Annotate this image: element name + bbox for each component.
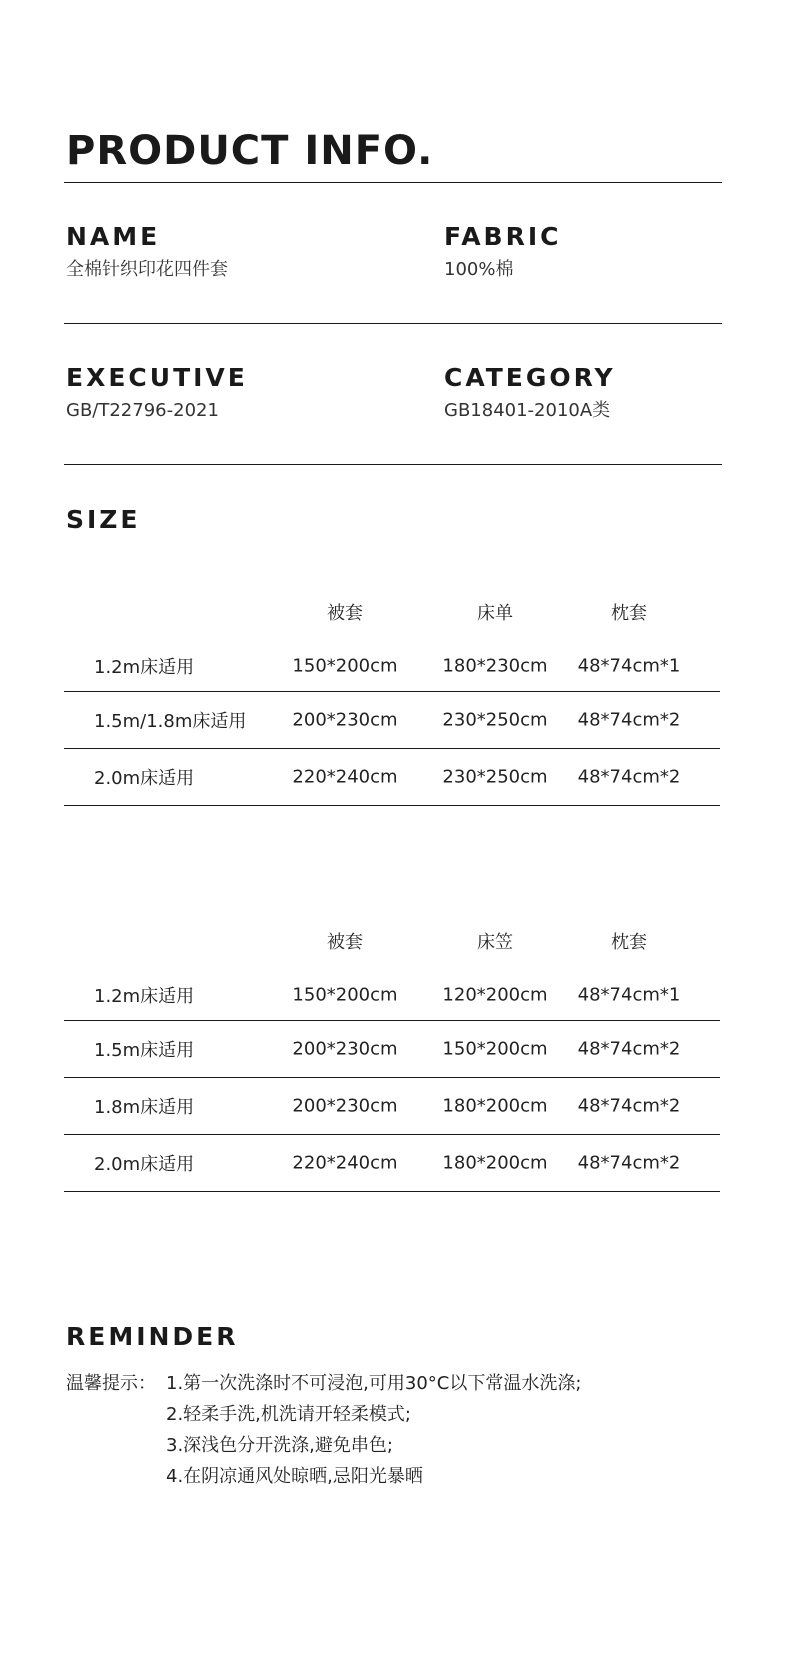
reminder-line bbox=[66, 1399, 581, 1430]
row-label: 2.0m床适用 bbox=[94, 768, 195, 789]
info-fabric bbox=[444, 222, 562, 282]
column-header: 被套 bbox=[327, 603, 363, 624]
row-label: 2.0m床适用 bbox=[94, 1154, 195, 1175]
table-cell: 150*200cm bbox=[442, 1038, 548, 1060]
reminder-line bbox=[66, 1430, 581, 1461]
table-cell: 48*74cm*1 bbox=[577, 984, 681, 1005]
table-cell: 48*74cm*2 bbox=[577, 1095, 681, 1117]
table-cell: 230*250cm bbox=[442, 709, 548, 731]
size-table-1 bbox=[64, 596, 720, 806]
info-heading: EXECUTIVE bbox=[66, 363, 248, 392]
reminder-item: 2.轻柔手洗,机洗请开轻柔模式; bbox=[166, 1404, 411, 1425]
column-header: 被套 bbox=[327, 932, 363, 953]
table-cell: 120*200cm bbox=[442, 984, 548, 1005]
table-row bbox=[64, 1078, 720, 1135]
table-cell: 48*74cm*2 bbox=[577, 1152, 681, 1174]
table-cell: 48*74cm*1 bbox=[577, 655, 681, 676]
table-cell: 150*200cm bbox=[292, 984, 398, 1005]
table-cell: 230*250cm bbox=[442, 766, 548, 788]
reminder-heading: REMINDER bbox=[66, 1322, 239, 1351]
column-header: 枕套 bbox=[611, 603, 647, 624]
table-row bbox=[64, 692, 720, 749]
row-label: 1.8m床适用 bbox=[94, 1097, 195, 1118]
row-label: 1.2m床适用 bbox=[94, 656, 195, 678]
info-value: GB18401-2010A类 bbox=[444, 400, 611, 421]
table-cell: 180*200cm bbox=[442, 1095, 548, 1117]
table-cell: 220*240cm bbox=[292, 1152, 398, 1174]
table-cell: 150*200cm bbox=[292, 655, 398, 676]
info-value: 100%棉 bbox=[444, 259, 514, 280]
table-cell: 200*230cm bbox=[292, 1038, 398, 1060]
row-label: 1.5m/1.8m床适用 bbox=[94, 711, 247, 732]
table-cell: 180*230cm bbox=[442, 655, 548, 676]
table-row bbox=[64, 1021, 720, 1078]
reminder-item: 3.深浅色分开洗涤,避免串色; bbox=[166, 1435, 393, 1456]
table-cell: 48*74cm*2 bbox=[577, 766, 681, 788]
info-value: GB/T22796-2021 bbox=[66, 400, 219, 421]
info-heading: CATEGORY bbox=[444, 363, 616, 392]
reminder-item: 1.第一次洗涤时不可浸泡,可用30°C以下常温水洗涤; bbox=[166, 1373, 582, 1394]
reminder-line bbox=[66, 1368, 581, 1399]
table-cell: 180*200cm bbox=[442, 1152, 548, 1174]
table-cell: 220*240cm bbox=[292, 766, 398, 788]
table-cell: 200*230cm bbox=[292, 709, 398, 731]
table-header bbox=[64, 596, 720, 628]
table-cell: 48*74cm*2 bbox=[577, 709, 681, 731]
table-row bbox=[64, 749, 720, 806]
size-heading: SIZE bbox=[66, 505, 141, 534]
column-header: 床单 bbox=[477, 603, 513, 624]
reminder-item: 4.在阴凉通风处晾晒,忌阳光暴晒 bbox=[166, 1466, 423, 1487]
page-title: PRODUCT INFO. bbox=[66, 128, 434, 174]
column-header: 床笠 bbox=[477, 932, 513, 953]
table-cell: 200*230cm bbox=[292, 1095, 398, 1117]
row-label: 1.2m床适用 bbox=[94, 985, 195, 1007]
reminder-line bbox=[66, 1461, 581, 1492]
reminder-list bbox=[66, 1368, 581, 1492]
info-value: 全棉针织印花四件套 bbox=[66, 259, 228, 280]
table-row bbox=[64, 969, 720, 1021]
info-category bbox=[444, 363, 616, 423]
info-name bbox=[66, 222, 228, 282]
column-header: 枕套 bbox=[611, 932, 647, 953]
info-heading: FABRIC bbox=[444, 222, 562, 251]
divider bbox=[64, 323, 722, 324]
table-header bbox=[64, 925, 720, 957]
reminder-label: 温馨提示： bbox=[66, 1373, 156, 1394]
info-heading: NAME bbox=[66, 222, 161, 251]
info-executive bbox=[66, 363, 248, 423]
table-cell: 48*74cm*2 bbox=[577, 1038, 681, 1060]
row-label: 1.5m床适用 bbox=[94, 1040, 195, 1061]
table-row bbox=[64, 640, 720, 692]
divider bbox=[64, 182, 722, 183]
size-table-2 bbox=[64, 925, 720, 1192]
divider bbox=[64, 464, 722, 465]
table-row bbox=[64, 1135, 720, 1192]
